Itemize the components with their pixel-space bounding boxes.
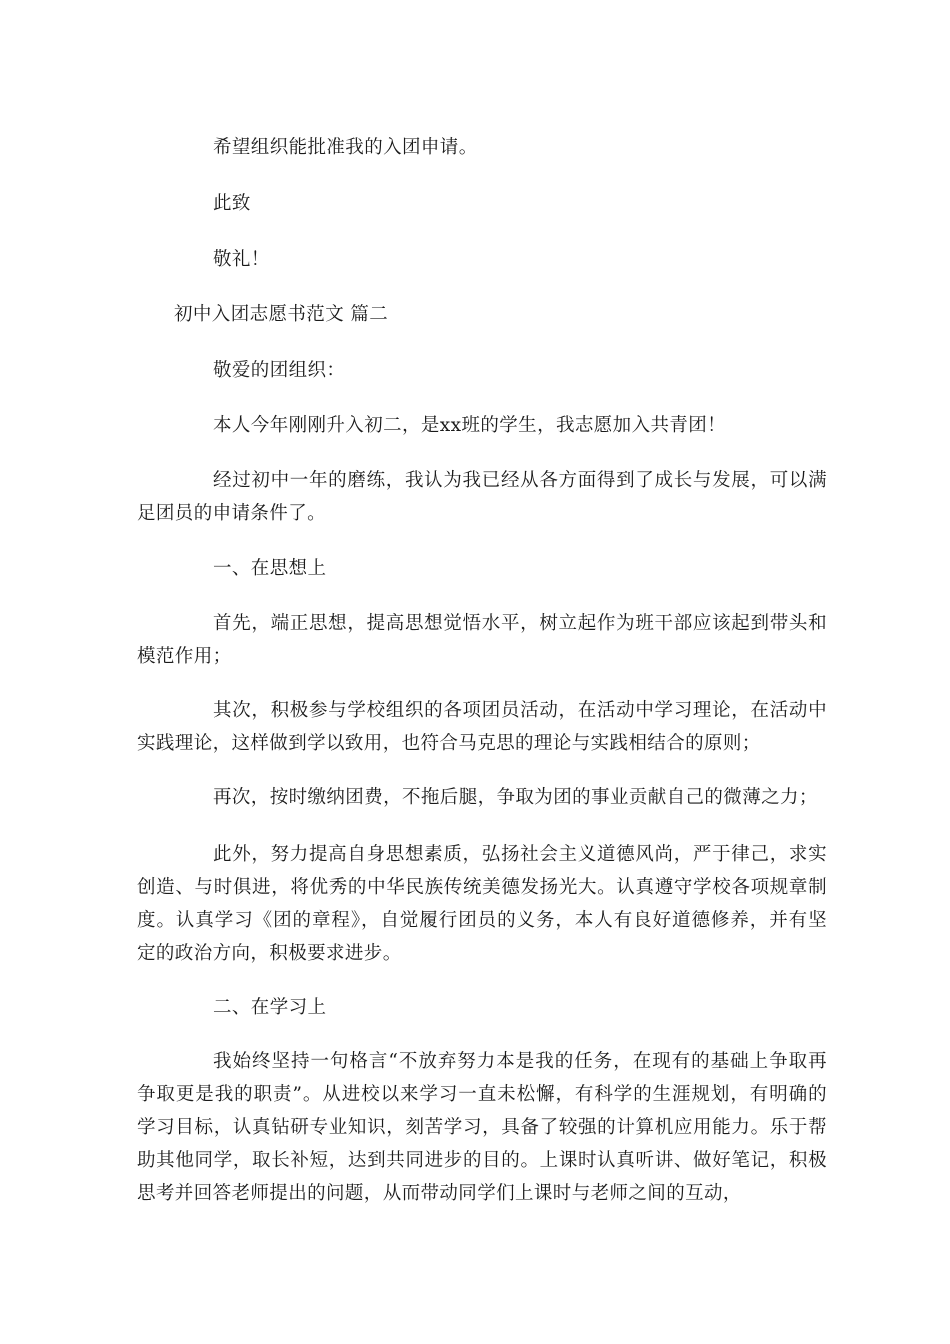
closing-request: 希望组织能批准我的入团申请。 bbox=[213, 137, 478, 158]
paragraph-moreover: 此外，努力提高自身思想素质，弘扬社会主义道德风尚，严于律己，求实创造、与时俱进，将优秀的中华民族传统美德发扬光大。认真遵守学校各项规章制度。认真学习《团的章程》，自觉履行团员的义务，本人有良好道德修养，并有坚定的政治方向，积极要求进步。 bbox=[137, 844, 827, 964]
growth-paragraph: 经过初中一年的磨练，我认为我已经从各方面得到了成长与发展，可以满足团员的申请条件了。 bbox=[137, 470, 827, 524]
paragraph-first: 首先，端正思想，提高思想觉悟水平，树立起作为班干部应该起到带头和模范作用； bbox=[137, 613, 827, 667]
heading-study: 二、在学习上 bbox=[213, 997, 327, 1018]
paragraph-second: 其次，积极参与学校组织的各项团员活动，在活动中学习理论，在活动中实践理论，这样做到学以致用，也符合马克思的理论与实践相结合的原则； bbox=[137, 700, 827, 754]
salutation-cizhi: 此致 bbox=[213, 193, 251, 214]
paragraph-study: 我始终坚持一句格言“不放弃努力本是我的任务，在现有的基础上争取再争取更是我的职责”。从进校以来学习一直未松懈，有科学的生涯规划，有明确的学习目标，认真钻研专业知识，刻苦学习，具备了较强的计算机应用能力。乐于帮助其他同学，取长补短，达到共同进步的目的。上课时认真听讲、做好笔记，积极思考并回答老师提出的问题，从而带动同学们上课时与老师之间的互动， bbox=[137, 1051, 827, 1204]
salutation-jingli: 敬礼！ bbox=[213, 249, 270, 270]
paragraph-third: 再次，按时缴纳团费，不拖后腿，争取为团的事业贡献自己的微薄之力； bbox=[213, 787, 818, 808]
section-title: 初中入团志愿书范文 篇二 bbox=[174, 304, 389, 325]
greeting: 敬爱的团组织： bbox=[213, 360, 346, 381]
heading-thought: 一、在思想上 bbox=[213, 558, 327, 579]
intro-paragraph: 本人今年刚刚升入初二，是xx班的学生，我志愿加入共青团！ bbox=[213, 415, 727, 436]
